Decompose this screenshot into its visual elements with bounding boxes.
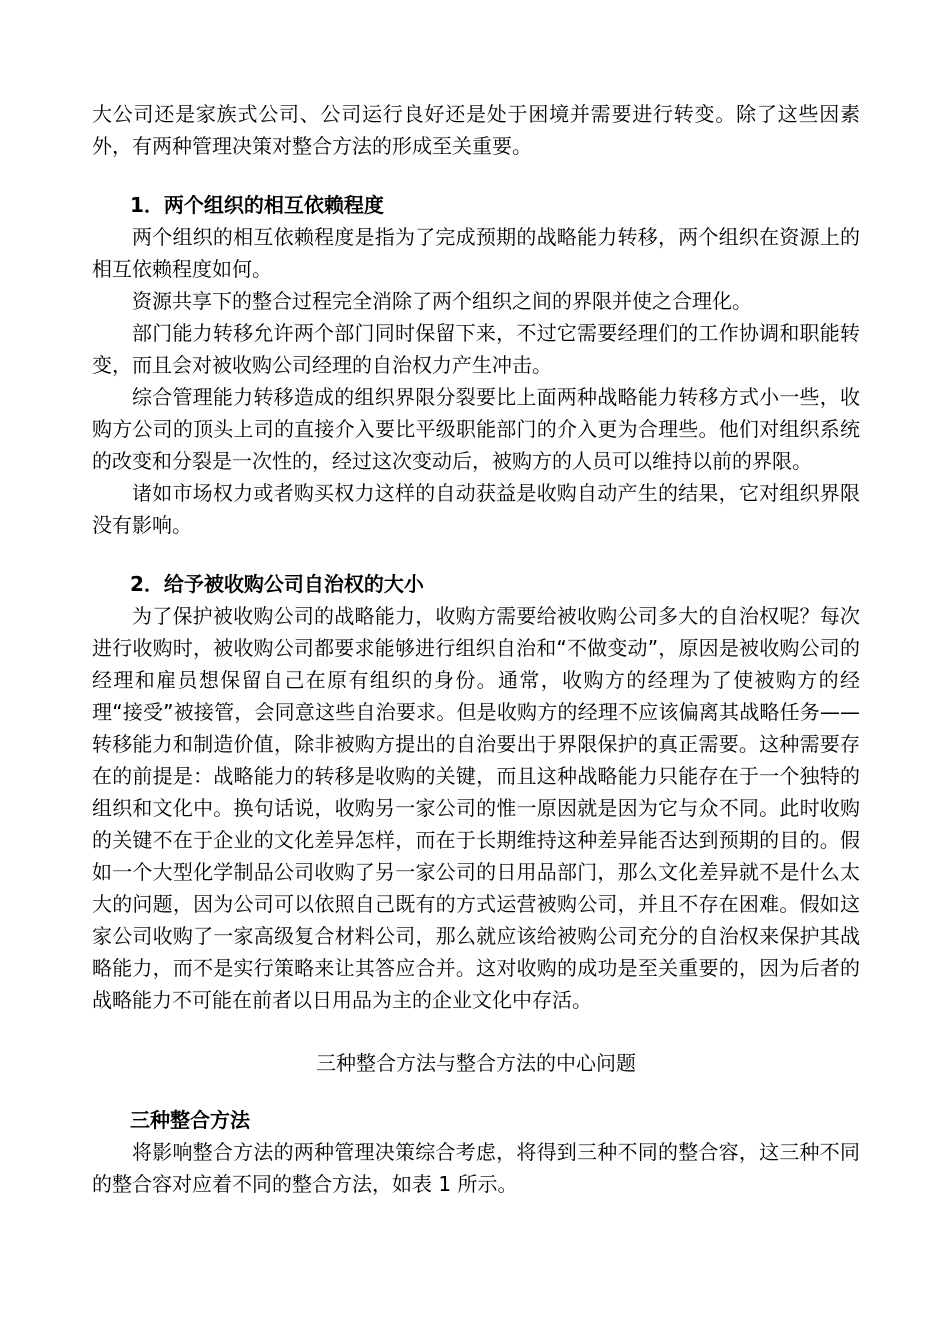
section-1-paragraph-5: 诸如市场权力或者购买权力这样的自动获益是收购自动产生的结果，它对组织界限没有影响。 [92,481,860,537]
section-3-paragraph: 将影响整合方法的两种管理决策综合考虑，将得到三种不同的整合容，这三种不同的整合容对应着不同的整合方法，如表 1 所示。 [92,1140,860,1196]
section-2-paragraph: 为了保护被收购公司的战略能力，收购方需要给被收购公司多大的自治权呢？每次进行收购时，被收购公司都要求能够进行组织自治和“不做变动”，原因是被收购公司的经理和雇员想保留自己在原有组织的身份。通常，收购方的经理为了使被购方的经理“接受”被接管，会同意这些自治要求。但是收购方的经理不应该偏离其战略任务——转移能力和制造价值，除非被购方提出的自治要出于界限保护的真正需要。这种需要存在的前提是：战略能力的转移是收购的关键，而且这种战略能力只能存在于一个独特的组织和文化中。换句话说，收购另一家公司的惟一原因就是因为它与众不同。此时收购的关键不在于企业的文化差异怎样，而在于长期维持这种差异能否达到预期的目的。假如一个大型化学制品公司收购了另一家公司的日用品部门，那么文化差异就不是什么太大的问题，因为公司可以依照自己既有的方式运营被购公司，并且不存在困难。假如这家公司收购了一家高级复合材料公司，那么就应该给被购公司充分的自治权来保护其战略能力，而不是实行策略来让其答应合并。这对收购的成功是至关重要的，因为后者的战略能力不可能在前者以日用品为主的企业文化中存活。 [92,604,860,1012]
section-2-heading: 2．给予被收购公司自治权的大小 [130,572,424,596]
section-1-paragraph-4: 综合管理能力转移造成的组织界限分裂要比上面两种战略能力转移方式小一些，收购方公司的顶头上司的直接介入要比平级职能部门的介入更为合理些。他们对组织系统的改变和分裂是一次性的，经过这次变动后，被购方的人员可以维持以前的界限。 [92,385,860,473]
document-page [92,98,860,1200]
intro-paragraph: 大公司还是家族式公司、公司运行良好还是处于困境并需要进行转变。除了这些因素外，有两种管理决策对整合方法的形成至关重要。 [92,102,860,158]
section-1-paragraph-2: 资源共享下的整合过程完全消除了两个组织之间的界限并使之合理化。 [132,289,752,313]
section-3-heading: 三种整合方法 [130,1108,250,1132]
section-1-paragraph-3: 部门能力转移允许两个部门同时保留下来，不过它需要经理们的工作协调和职能转变，而且会对被收购公司经理的自治权力产生冲击。 [92,321,860,377]
section-1-paragraph-1: 两个组织的相互依赖程度是指为了完成预期的战略能力转移，两个组织在资源上的相互依赖程度如何。 [92,225,860,281]
center-title: 三种整合方法与整合方法的中心问题 [316,1051,636,1075]
section-1-heading: 1．两个组织的相互依赖程度 [130,193,384,217]
